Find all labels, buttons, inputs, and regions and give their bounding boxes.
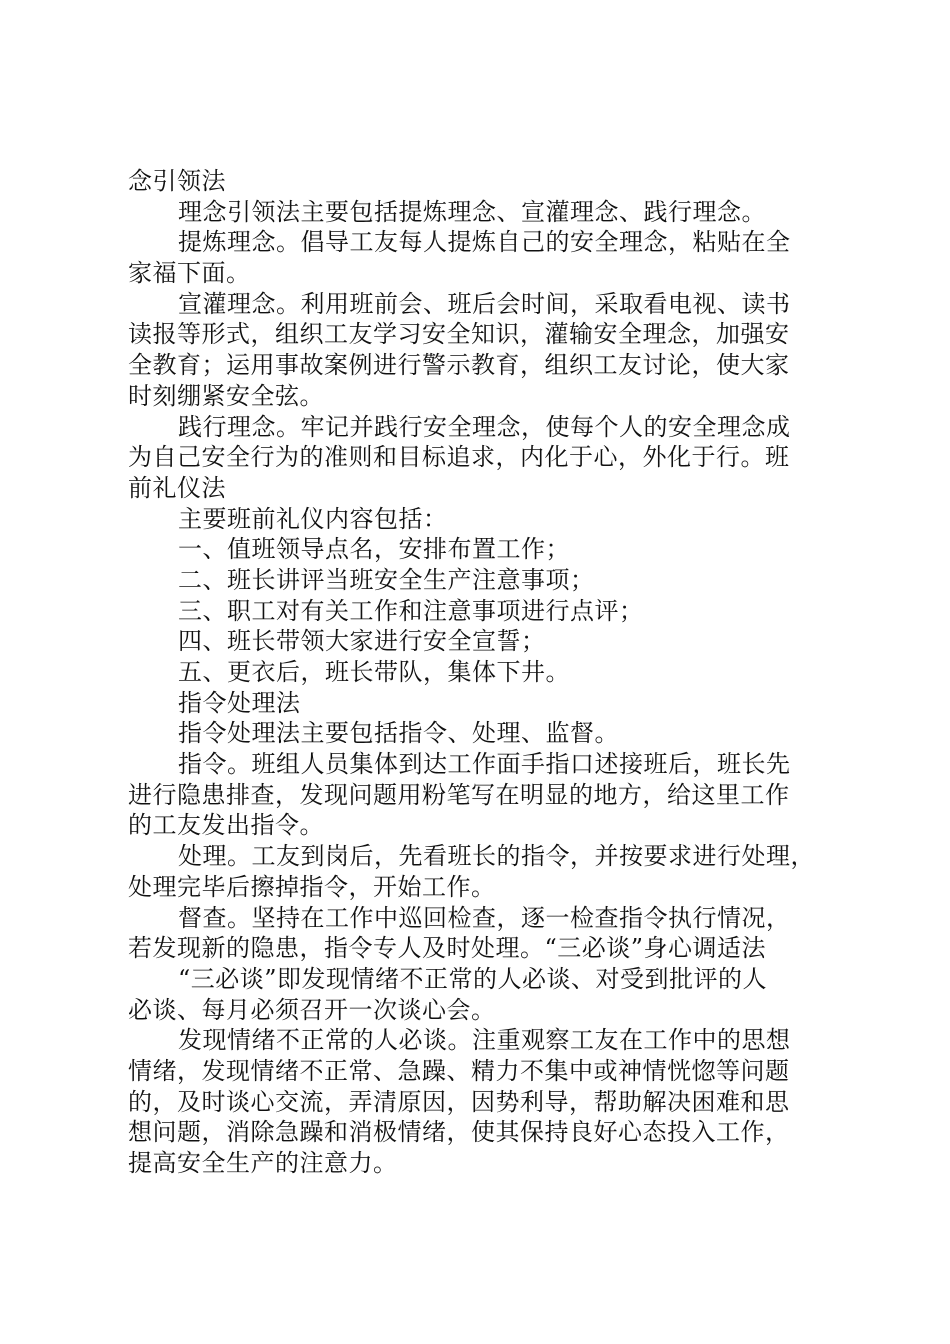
text-line: 提炼理念。倡导工友每人提炼自己的安全理念，粘贴在全	[178, 228, 791, 257]
text-line: 前礼仪法	[128, 473, 226, 502]
text-line: 指令。班组人员集体到达工作面手指口述接班后，班长先	[178, 750, 791, 779]
text-line: 五、更衣后，班长带队，集体下井。	[178, 658, 570, 686]
text-line: 想问题，消除急躁和消极情绪，使其保持良好心态投入工作，	[128, 1118, 790, 1147]
text-line: 的，及时谈心交流，弄清原因，因势利导，帮助解决困难和思	[128, 1087, 790, 1116]
text-line: 为自己安全行为的准则和目标追求，内化于心，外化于行。班	[128, 443, 790, 472]
text-line: 二、班长讲评当班安全生产注意事项；	[178, 565, 595, 594]
text-line: 家福下面。	[128, 259, 251, 288]
text-line: 时刻绷紧安全弦。	[128, 381, 324, 410]
text-line: 念引领法	[128, 167, 226, 195]
text-line: 的工友发出指令。	[128, 811, 324, 840]
text-line: 理念引领法主要包括提炼理念、宣灌理念、践行理念。	[178, 197, 766, 226]
text-line: 处理。工友到岗后，先看班长的指令，并按要求进行处理，	[178, 842, 815, 871]
text-line: “三必谈”即发现情绪不正常的人必谈、对受到批评的人	[178, 964, 768, 993]
text-line: 指令处理法	[178, 688, 301, 717]
text-line: 必谈、每月必须召开一次谈心会。	[128, 995, 496, 1024]
text-line: 处理完毕后擦掉指令，开始工作。	[128, 872, 496, 901]
text-line: 进行隐患排查，发现问题用粉笔写在明显的地方，给这里工作	[128, 780, 790, 809]
text-line: 三、职工对有关工作和注意事项进行点评；	[178, 596, 644, 625]
text-line: 一、值班领导点名，安排布置工作；	[178, 535, 570, 564]
text-line: 宣灌理念。利用班前会、班后会时间，采取看电视、读书	[178, 289, 791, 318]
text-line: 四、班长带领大家进行安全宣誓；	[178, 627, 546, 656]
text-line: 若发现新的隐患，指令专人及时处理。“三必谈”身心调适法	[128, 934, 767, 963]
text-line: 督查。坚持在工作中巡回检查，逐一检查指令执行情况，	[178, 903, 791, 932]
text-line: 主要班前礼仪内容包括：	[178, 504, 448, 533]
text-line: 全教育；运用事故案例进行警示教育，组织工友讨论，使大家	[128, 351, 790, 380]
text-line: 指令处理法主要包括指令、处理、监督。	[178, 719, 619, 748]
text-line: 情绪，发现情绪不正常、急躁、精力不集中或神情恍惚等问题	[128, 1056, 790, 1085]
text-line: 读报等形式，组织工友学习安全知识，灌输安全理念，加强安	[128, 320, 790, 349]
text-line: 发现情绪不正常的人必谈。注重观察工友在工作中的思想	[178, 1026, 791, 1055]
text-line: 提高安全生产的注意力。	[128, 1149, 398, 1177]
document-body	[128, 166, 834, 1179]
text-line: 践行理念。牢记并践行安全理念，使每个人的安全理念成	[178, 412, 791, 441]
